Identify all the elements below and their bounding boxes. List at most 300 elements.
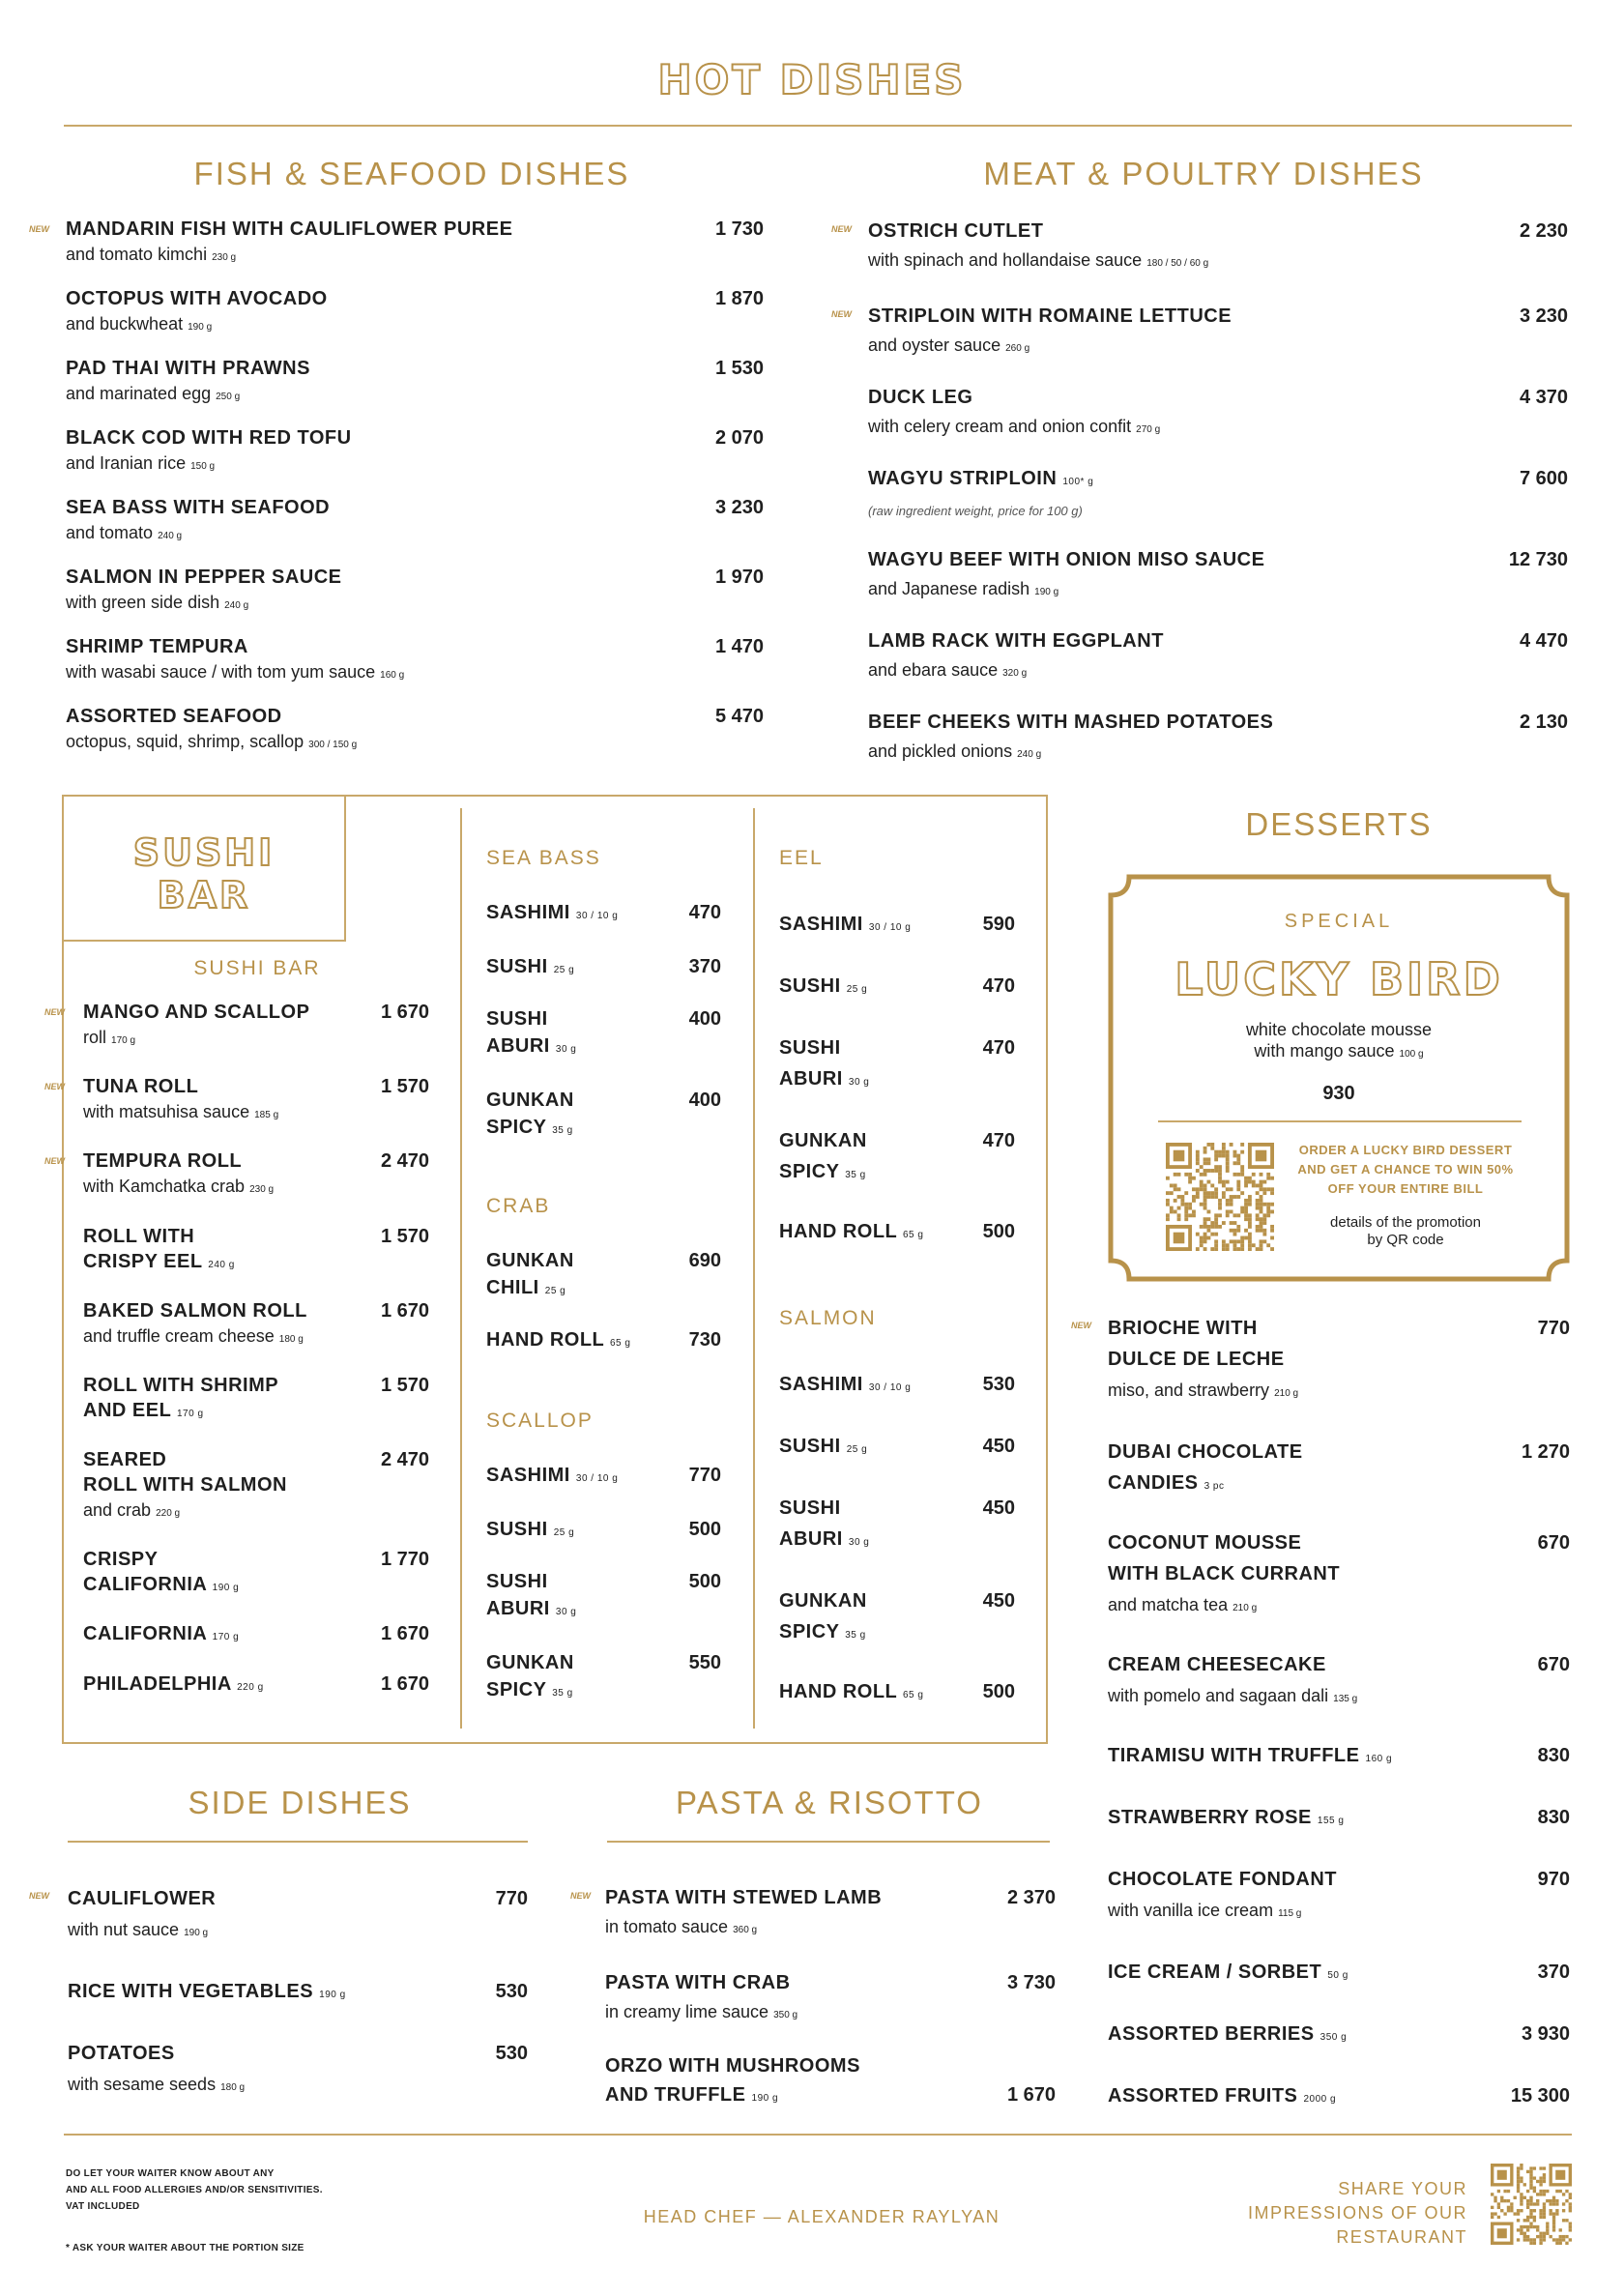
item-desc (66, 729, 357, 758)
item-price: 500 (688, 1519, 721, 1540)
item-name-text: CREAM CHEESECAKE (1108, 1654, 1326, 1675)
item-price: 3 230 (1519, 305, 1568, 327)
item-name-text: ROLL WITH SALMON (83, 1474, 287, 1496)
item-desc (83, 1323, 307, 1352)
item-desc-text: with spinach and hollandaise sauce (868, 250, 1143, 270)
special-price: 930 (1322, 1083, 1355, 1104)
item-price: 590 (982, 914, 1015, 935)
item-name-text: SUSHI (779, 975, 841, 997)
item-weight: 30 g (848, 1077, 870, 1088)
menu-item (605, 1968, 798, 2030)
item-weight: 30 g (555, 1607, 577, 1617)
sushi-bar-subtitle: SUSHI BAR (193, 957, 321, 979)
item-desc-text: and matcha tea (1108, 1595, 1229, 1614)
item-price: 370 (1537, 1962, 1570, 1983)
special-details (1282, 1214, 1529, 1249)
item-weight: 185 g (254, 1110, 279, 1120)
item-price: 3 930 (1521, 2023, 1570, 2045)
item-name (83, 1224, 235, 1249)
item-desc (868, 331, 1232, 363)
special-label: SPECIAL (1284, 911, 1394, 932)
item-price: 3 730 (1006, 1972, 1056, 1993)
item-name (68, 1883, 216, 1914)
menu-item (83, 1148, 274, 1203)
item-price: 1 570 (380, 1375, 429, 1396)
item-name (1108, 2080, 1336, 2115)
item-price: 2 470 (380, 1150, 429, 1172)
menu-item (868, 545, 1264, 607)
item-name-text: WITH BLACK CURRANT (1108, 1563, 1341, 1584)
item-desc (83, 1497, 287, 1526)
item-weight: 240 g (1017, 749, 1042, 760)
item-price: 1 270 (1521, 1441, 1570, 1463)
item-name-text: ICE CREAM / SORBET (1108, 1962, 1322, 1983)
item-desc-text: with wasabi sauce / with tom yum sauce (66, 662, 376, 682)
item-name (83, 1447, 287, 1472)
item-weight: 170 g (111, 1035, 136, 1046)
item-price: 550 (688, 1652, 721, 1673)
item-price: 1 570 (380, 1226, 429, 1247)
item-price: 530 (495, 1981, 528, 2002)
item-weight: 65 g (609, 1338, 631, 1349)
item-price: 1 870 (714, 288, 764, 309)
item-desc (66, 659, 404, 688)
item-desc (83, 1174, 274, 1203)
item-name-text: CHOCOLATE FONDANT (1108, 1869, 1337, 1890)
item-price: 830 (1537, 1745, 1570, 1766)
item-name-text: ASSORTED BERRIES (1108, 2023, 1315, 2045)
item-name-text: MANGO AND SCALLOP (83, 1002, 310, 1023)
item-desc (868, 246, 1208, 278)
item-price: 5 470 (714, 706, 764, 727)
menu-item (83, 1074, 278, 1128)
menu-item (83, 1621, 239, 1650)
item-price: 4 470 (1519, 630, 1568, 652)
item-name-line2 (779, 1063, 869, 1098)
item-name-text: HAND ROLL (779, 1221, 897, 1242)
details-line1: details of the promotion (1330, 1214, 1481, 1231)
item-name (1108, 1802, 1344, 1837)
item-name-text: SUSHI (486, 1519, 548, 1540)
promo-line1: ORDER A LUCKY BIRD DESSERT (1298, 1143, 1513, 1157)
item-name (83, 1373, 278, 1398)
item-desc-text: with sesame seeds (68, 2075, 217, 2094)
item-desc (66, 311, 328, 340)
item-weight: 25 g (846, 1444, 868, 1455)
item-name-line2 (779, 1524, 869, 1558)
item-price: 400 (688, 1090, 721, 1111)
item-name-text: ROLL WITH (83, 1226, 195, 1247)
item-name-text: HAND ROLL (779, 1681, 897, 1702)
menu-item (779, 1431, 867, 1466)
item-price: 1 670 (380, 1002, 429, 1023)
menu-item (1108, 2080, 1336, 2115)
item-name-text: CRISPY (83, 1549, 159, 1570)
item-weight: 115 g (1278, 1908, 1302, 1919)
new-badge: NEW (1071, 1321, 1091, 1330)
item-price: 7 600 (1519, 468, 1568, 489)
menu-item (1108, 1649, 1357, 1715)
item-weight: 25 g (553, 1527, 575, 1538)
item-price: 1 970 (714, 567, 764, 588)
item-name (486, 1649, 574, 1676)
item-name-line2 (486, 1032, 576, 1063)
item-name-text: STRAWBERRY ROSE (1108, 1807, 1312, 1828)
item-desc (868, 737, 1273, 770)
eel-title: EEL (779, 847, 824, 869)
item-name (1108, 1437, 1303, 1468)
item-desc-text: with Kamchatka crab (83, 1177, 246, 1196)
item-price: 2 130 (1519, 712, 1568, 733)
item-name (66, 495, 330, 520)
menu-item (66, 704, 357, 758)
item-name (868, 464, 1093, 497)
item-name (68, 1976, 346, 2011)
item-name-text: SUSHI (779, 1436, 841, 1457)
item-name-line2 (486, 1595, 576, 1626)
item-name-text: SASHIMI (779, 914, 863, 935)
portion-note: * ASK YOUR WAITER ABOUT THE PORTION SIZE (66, 2243, 304, 2253)
menu-item (68, 1976, 346, 2011)
pasta-divider (607, 1841, 1050, 1843)
special-promo (1282, 1141, 1529, 1199)
head-chef: HEAD CHEF — ALEXANDER RAYLYAN (643, 2207, 1000, 2226)
item-desc (605, 1912, 882, 1945)
item-desc-text: and pickled onions (868, 741, 1013, 761)
item-name-text: CRISPY EEL (83, 1251, 203, 1272)
item-price: 15 300 (1510, 2085, 1570, 2107)
item-name (868, 217, 1208, 246)
item-name-line2 (1108, 1344, 1298, 1375)
item-weight: 35 g (845, 1170, 866, 1180)
item-price: 500 (688, 1571, 721, 1592)
item-name-text: BRIOCHE WITH (1108, 1318, 1258, 1339)
item-name-text: SUSHI (486, 1008, 548, 1030)
item-price: 470 (982, 975, 1015, 997)
special-desc-line1: white chocolate mousse (1245, 1020, 1433, 1039)
item-price: 1 670 (1006, 2084, 1056, 2106)
menu-item (66, 565, 341, 619)
header-divider (64, 125, 1572, 127)
item-desc-text: in tomato sauce (605, 1917, 729, 1936)
item-weight: 180 / 50 / 60 g (1146, 258, 1209, 269)
item-desc (1108, 1680, 1357, 1715)
item-name-text: BAKED SALMON ROLL (83, 1300, 307, 1322)
menu-item (1108, 1527, 1340, 1624)
new-badge: NEW (29, 224, 49, 234)
item-desc-text: miso, and strawberry (1108, 1381, 1270, 1400)
item-name-text: CAULIFLOWER (68, 1888, 217, 1909)
item-name-text: HAND ROLL (486, 1329, 604, 1351)
new-badge: NEW (831, 224, 852, 234)
details-line2: by QR code (1367, 1232, 1444, 1248)
item-name-text: GUNKAN (486, 1250, 574, 1271)
item-name-text: PASTA WITH CRAB (605, 1972, 791, 1993)
item-desc (68, 2069, 245, 2104)
allergy-line2: AND ALL FOOD ALLERGIES AND/OR SENSITIVITIES. (66, 2185, 323, 2195)
new-badge: NEW (29, 1891, 49, 1901)
item-desc (83, 1025, 309, 1054)
promo-line2: AND GET A CHANCE TO WIN 50% (1297, 1162, 1514, 1177)
menu-item (486, 953, 574, 984)
item-desc (66, 590, 341, 619)
item-name (66, 704, 357, 729)
item-weight: 65 g (902, 1230, 924, 1240)
promo-qr-code[interactable] (1166, 1143, 1274, 1251)
menu-item (83, 1447, 287, 1526)
item-name (83, 1621, 239, 1650)
item-weight: 190 g (212, 1583, 240, 1593)
item-weight: 25 g (846, 984, 868, 995)
menu-item (779, 971, 867, 1005)
item-weight: 3 pc (1204, 1481, 1225, 1492)
item-weight: 50 g (1327, 1970, 1348, 1981)
item-weight: 30 / 10 g (868, 1382, 912, 1393)
item-name-text: OSTRICH CUTLET (868, 220, 1044, 242)
menu-item (868, 383, 1160, 445)
item-desc (868, 412, 1160, 445)
item-name-line2 (486, 1676, 574, 1707)
menu-item (1108, 1740, 1392, 1775)
item-weight: 170 g (212, 1632, 240, 1642)
item-price: 1 770 (380, 1549, 429, 1570)
feedback-qr-code[interactable] (1491, 2164, 1572, 2245)
item-desc-text: with pomelo and sagaan dali (1108, 1686, 1329, 1705)
item-name-text: TEMPURA ROLL (83, 1150, 243, 1172)
item-price: 1 570 (380, 1076, 429, 1097)
item-price: 3 230 (714, 497, 764, 518)
item-desc-text: roll (83, 1028, 107, 1047)
menu-item (83, 1547, 239, 1601)
item-name (83, 1074, 278, 1099)
item-weight: 30 / 10 g (575, 1473, 619, 1484)
item-name-text: TIRAMISU WITH TRUFFLE (1108, 1745, 1360, 1766)
item-desc (66, 450, 352, 480)
item-weight: 190 g (319, 1990, 346, 2000)
menu-item (486, 1087, 574, 1145)
menu-item (779, 1032, 869, 1098)
item-name (868, 626, 1164, 655)
item-price: 1 670 (380, 1673, 429, 1695)
item-price: 530 (982, 1374, 1015, 1395)
sushi-logo-line1: SUSHI (132, 831, 276, 874)
item-weight: 240 g (224, 600, 249, 611)
item-name-line2 (1108, 1558, 1340, 1589)
item-desc (66, 381, 310, 410)
menu-item (66, 425, 352, 480)
menu-item (83, 1224, 235, 1278)
item-price: 470 (982, 1130, 1015, 1151)
item-name-text: WAGYU BEEF WITH ONION MISO SAUCE (868, 549, 1265, 570)
item-name-text: RICE WITH VEGETABLES (68, 1981, 314, 2002)
item-name (605, 1968, 798, 1997)
item-name-text: SALMON IN PEPPER SAUCE (66, 567, 342, 588)
item-note: (raw ingredient weight, price for 100 g) (868, 504, 1083, 518)
item-price: 770 (1537, 1318, 1570, 1339)
item-desc (1108, 1895, 1337, 1930)
item-name (486, 1247, 574, 1274)
item-price: 450 (982, 1590, 1015, 1612)
item-weight: 35 g (552, 1125, 573, 1136)
menu-item (1108, 1437, 1303, 1502)
item-price: 4 370 (1519, 387, 1568, 408)
item-price: 1 530 (714, 358, 764, 379)
menu-item (486, 1247, 574, 1305)
item-weight: 30 / 10 g (868, 922, 912, 933)
item-weight: 190 g (184, 1928, 209, 1938)
item-name-text: ABURI (486, 1598, 550, 1619)
item-desc (868, 574, 1264, 607)
item-name-text: SEA BASS WITH SEAFOOD (66, 497, 331, 518)
menu-item (1108, 1864, 1337, 1930)
item-desc (1108, 1375, 1298, 1410)
item-name-text: SASHIMI (779, 1374, 863, 1395)
allergy-line1: DO LET YOUR WAITER KNOW ABOUT ANY (66, 2168, 275, 2179)
item-weight: 230 g (212, 252, 237, 263)
item-weight: 210 g (1232, 1603, 1258, 1613)
item-name-text: BEEF CHEEKS WITH MASHED POTATOES (868, 712, 1274, 733)
menu-item (486, 1649, 574, 1707)
item-price: 400 (688, 1008, 721, 1030)
item-name-text: CANDIES (1108, 1472, 1199, 1494)
crab-title: CRAB (486, 1195, 551, 1217)
item-name-text: OCTOPUS WITH AVOCADO (66, 288, 328, 309)
item-price: 2 370 (1006, 1887, 1056, 1908)
share-line3: RESTAURANT (1336, 2227, 1467, 2247)
item-price: 450 (982, 1436, 1015, 1457)
item-name-text: STRIPLOIN WITH ROMAINE LETTUCE (868, 305, 1232, 327)
item-price: 1 470 (714, 636, 764, 657)
item-name (66, 356, 310, 381)
item-name-text: SHRIMP TEMPURA (66, 636, 248, 657)
item-name (605, 2051, 860, 2080)
menu-item (779, 1125, 867, 1191)
item-price: 830 (1537, 1807, 1570, 1828)
item-price: 450 (982, 1497, 1015, 1519)
menu-item (66, 217, 512, 271)
item-weight: 300 / 150 g (308, 740, 358, 750)
menu-item (868, 302, 1232, 363)
item-name (779, 1125, 867, 1156)
item-desc (66, 520, 330, 549)
menu-item (1108, 1313, 1298, 1410)
sushi-divider-1 (460, 808, 462, 1729)
item-desc-text: with vanilla ice cream (1108, 1901, 1274, 1920)
item-name (868, 708, 1273, 737)
sushi-bar-logo (64, 831, 344, 916)
item-name-text: SPICY (486, 1679, 547, 1700)
vat-note: VAT INCLUDED (66, 2201, 140, 2212)
item-name (1108, 1864, 1337, 1895)
item-weight: 240 g (208, 1260, 235, 1270)
item-name-line2 (83, 1572, 239, 1601)
item-name-line2 (1108, 1468, 1303, 1502)
special-weight: 100 g (1399, 1049, 1424, 1060)
special-desc-line2: with mango sauce (1254, 1041, 1395, 1061)
item-name-line2 (779, 1616, 867, 1651)
item-name (1108, 1313, 1298, 1344)
item-name-text: GUNKAN (779, 1130, 867, 1151)
item-price: 970 (1537, 1869, 1570, 1890)
item-weight: 65 g (902, 1690, 924, 1700)
item-name-text: COCONUT MOUSSE (1108, 1532, 1302, 1554)
item-name (868, 545, 1264, 574)
menu-item (779, 1585, 867, 1651)
item-name-text: GUNKAN (486, 1652, 574, 1673)
item-desc-text: and tomato (66, 523, 154, 542)
item-desc-text: and Japanese radish (868, 579, 1030, 598)
item-name-line2 (486, 1114, 574, 1145)
item-weight: 160 g (380, 670, 405, 681)
menu-item (486, 1005, 576, 1063)
promo-line3: OFF YOUR ENTIRE BILL (1327, 1181, 1484, 1196)
menu-item (779, 1493, 869, 1558)
item-desc-text: and crab (83, 1500, 152, 1520)
item-name-text: WAGYU STRIPLOIN (868, 468, 1058, 489)
item-name-text: SPICY (779, 1621, 840, 1642)
new-badge: NEW (831, 309, 852, 319)
item-name (83, 1671, 264, 1700)
item-weight: 210 g (1274, 1388, 1299, 1399)
item-name (868, 302, 1232, 331)
item-name-line2 (486, 1274, 574, 1305)
sides-divider (68, 1841, 528, 1843)
item-weight: 150 g (190, 461, 216, 472)
item-weight: 30 g (848, 1537, 870, 1548)
item-name (66, 286, 328, 311)
menu-item (605, 2051, 860, 2113)
item-weight: 35 g (552, 1688, 573, 1699)
item-weight: 270 g (1136, 424, 1161, 435)
menu-item (1108, 1957, 1348, 1991)
menu-item (1108, 2019, 1347, 2053)
item-desc (68, 1914, 216, 1949)
page-title: HOT DISHES (657, 56, 967, 103)
item-weight: 190 g (1034, 587, 1059, 597)
item-name-line2 (83, 1472, 287, 1497)
item-name (68, 2038, 245, 2069)
item-price: 1 670 (380, 1300, 429, 1322)
footer-divider (64, 2134, 1572, 2136)
item-name (1108, 1957, 1348, 1991)
item-price: 2 070 (714, 427, 764, 449)
item-weight: 240 g (158, 531, 183, 541)
item-name-text: POTATOES (68, 2043, 175, 2064)
item-name (486, 1005, 576, 1032)
item-name (66, 217, 512, 242)
new-badge: NEW (44, 1082, 65, 1091)
item-name-text: CHILI (486, 1277, 539, 1298)
item-weight: 25 g (553, 965, 575, 975)
new-badge: NEW (44, 1156, 65, 1166)
item-name-text: SEARED (83, 1449, 167, 1470)
item-name-text: CALIFORNIA (83, 1623, 207, 1644)
item-name (1108, 2019, 1347, 2053)
item-desc (1108, 1589, 1340, 1624)
item-weight: 190 g (188, 322, 213, 333)
item-name-line2 (779, 1156, 867, 1191)
item-weight: 160 g (1365, 1754, 1393, 1764)
item-name-line2 (83, 1249, 235, 1278)
item-desc (605, 1997, 798, 2030)
menu-item (1108, 1802, 1344, 1837)
item-name-text: SUSHI (486, 1571, 548, 1592)
new-badge: NEW (570, 1891, 591, 1901)
item-name-text: GUNKAN (486, 1090, 574, 1111)
item-price: 670 (1537, 1532, 1570, 1554)
item-name-text: MANDARIN FISH WITH CAULIFLOWER PUREE (66, 218, 513, 240)
item-name (779, 1032, 869, 1063)
